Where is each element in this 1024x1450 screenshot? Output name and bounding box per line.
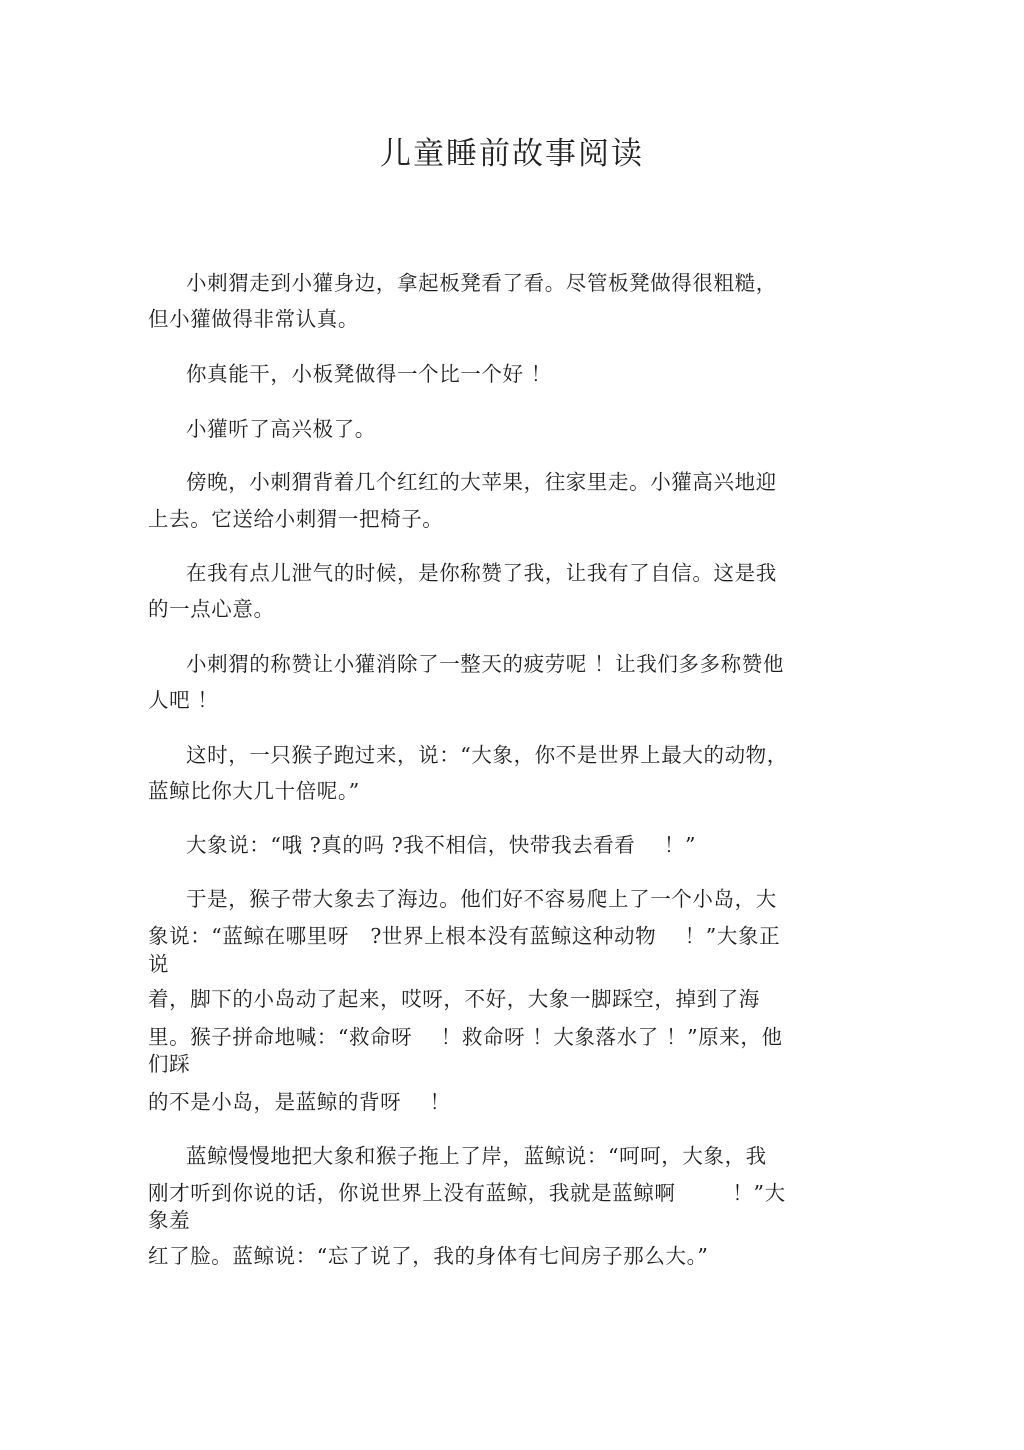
text-line: 的一点心意。 (148, 597, 275, 621)
text-line: 的不是小岛，是蓝鲸的背呀 ！ (148, 1090, 451, 1114)
text-line: 蓝鲸比你大几十倍呢。” (148, 779, 360, 803)
text-line: 象说：“蓝鲸在哪里呀 ?世界上根本没有蓝鲸这种动物 ！”大象正 (148, 924, 781, 948)
text-line: 蓝鲸慢慢地把大象和猴子拖上了岸，蓝鲸说：“呵呵，大象，我 (186, 1144, 767, 1168)
text-line: 但小獾做得非常认真。 (148, 307, 359, 331)
text-line: 刚才听到你说的话，你说世界上没有蓝鲸，我就是蓝鲸啊 ！”大 (148, 1181, 786, 1205)
document-title: 儿童睡前故事阅读 (380, 136, 644, 172)
text-line: 说 (148, 952, 170, 976)
text-line: 于是，猴子带大象去了海边。他们好不容易爬上了一个小岛，大 (186, 887, 777, 911)
text-line: 傍晚，小刺猬背着几个红红的大苹果，往家里走。小獾高兴地迎 (186, 470, 777, 494)
text-line: 象羞 (148, 1208, 191, 1232)
text-line: 们踩 (148, 1052, 191, 1076)
text-line: 里。猴子拼命地喊：“救命呀 ！救命呀 ！大象落水了 ！”原来，他 (148, 1025, 783, 1049)
text-line: 在我有点儿泄气的时候，是你称赞了我，让我有了自信。这是我 (186, 561, 777, 585)
text-line: 人吧 ！ (148, 688, 219, 712)
text-line: 上去。它送给小刺猬一把椅子。 (148, 507, 444, 531)
text-line: 红了脸。蓝鲸说：“忘了说了，我的身体有七间房子那么大。” (148, 1244, 709, 1268)
text-line: 着，脚下的小岛动了起来，哎呀，不好，大象一脚踩空，掉到了海 (148, 987, 760, 1011)
text-line: 这时，一只猴子跑过来，说：“大象，你不是世界上最大的动物， (186, 743, 788, 767)
text-line: 小刺猬的称赞让小獾消除了一整天的疲劳呢 ！让我们多多称赞他 (186, 652, 784, 676)
text-line: 你真能干，小板凳做得一个比一个好 ！ (186, 362, 552, 386)
text-line: 小獾听了高兴极了。 (186, 417, 376, 441)
text-line: 小刺猬走到小獾身边，拿起板凳看了看。尽管板凳做得很粗糙， (186, 271, 777, 295)
text-line: 大象说：“哦 ?真的吗 ?我不相信，快带我去看看 ！” (186, 833, 697, 857)
